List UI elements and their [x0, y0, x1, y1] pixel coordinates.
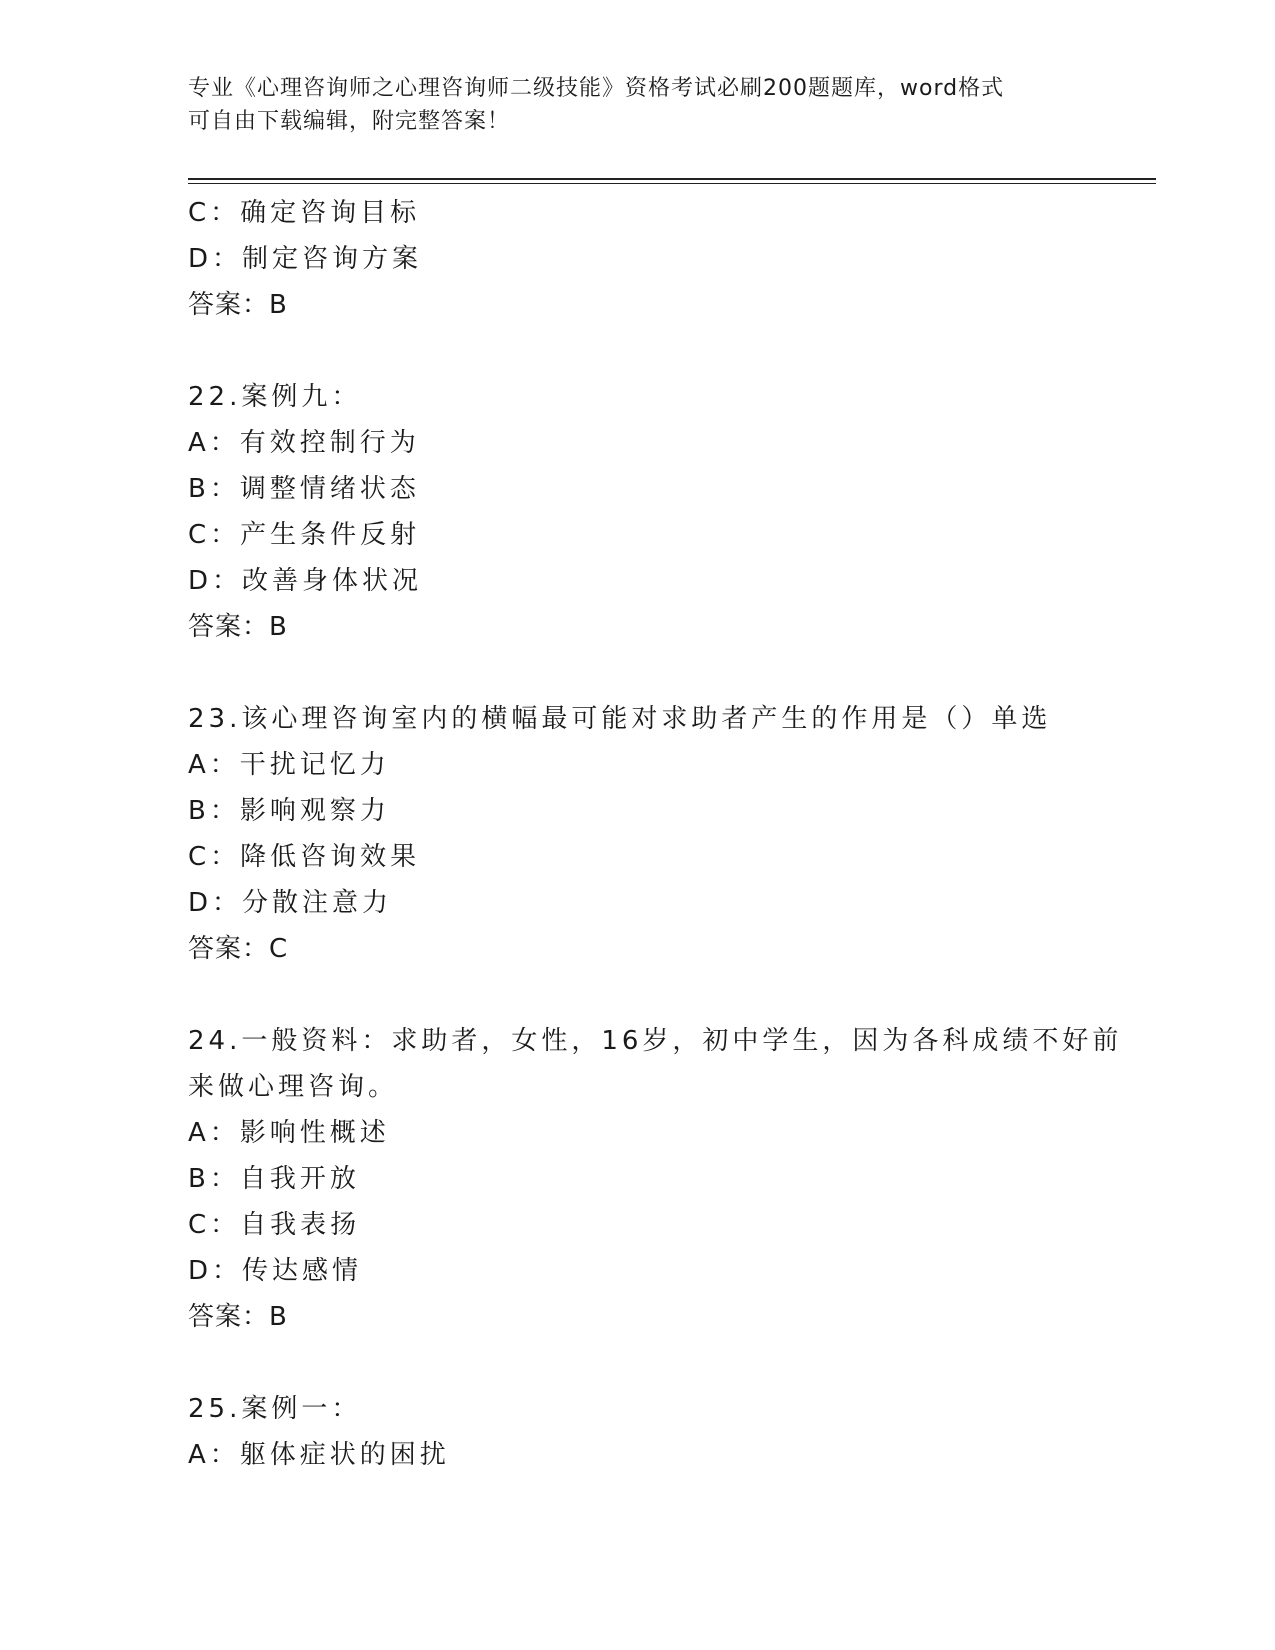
header-rule-thick [188, 178, 1156, 180]
spacer [188, 972, 1156, 1018]
option-c: C：产生条件反射 [188, 520, 421, 550]
spacer [188, 1340, 1156, 1386]
answer-line: 答案：B [188, 1302, 288, 1332]
question-text: 23.该心理咨询室内的横幅最可能对求助者产生的作用是（）单选 [188, 704, 1052, 734]
option-b: B：调整情绪状态 [188, 474, 420, 504]
question-23 [188, 696, 1156, 972]
question-22 [188, 374, 1156, 650]
option-d: D：制定咨询方案 [188, 244, 423, 274]
header-line-1: 专业《心理咨询师之心理咨询师二级技能》资格考试必刷200题题库，word格式 [188, 76, 1005, 101]
option-c: C：确定咨询目标 [188, 198, 421, 228]
option-a: A：有效控制行为 [188, 428, 420, 458]
question-text-line-1: 24.一般资料：求助者，女性，16岁，初中学生，因为各科成绩不好前 [188, 1026, 1123, 1056]
option-a: A：干扰记忆力 [188, 750, 390, 780]
question-text: 25.案例一： [188, 1394, 362, 1424]
continued-question [188, 190, 1156, 328]
document-header [188, 72, 1088, 138]
question-25 [188, 1386, 1156, 1478]
option-a: A：躯体症状的困扰 [188, 1440, 450, 1470]
option-c: C：降低咨询效果 [188, 842, 421, 872]
option-b: B：影响观察力 [188, 796, 390, 826]
question-text-line-2: 来做心理咨询。 [188, 1072, 399, 1102]
option-a: A：影响性概述 [188, 1118, 390, 1148]
option-b: B：自我开放 [188, 1164, 360, 1194]
option-d: D：分散注意力 [188, 888, 393, 918]
option-d: D：改善身体状况 [188, 566, 423, 596]
spacer [188, 328, 1156, 374]
answer-line: 答案：C [188, 934, 289, 964]
spacer [188, 650, 1156, 696]
header-line-2: 可自由下载编辑，附完整答案！ [188, 109, 511, 134]
header-rule-thin [188, 183, 1156, 184]
option-c: C：自我表扬 [188, 1210, 361, 1240]
option-d: D：传达感情 [188, 1256, 363, 1286]
question-text: 22.案例九： [188, 382, 362, 412]
question-24 [188, 1018, 1156, 1340]
answer-line: 答案：B [188, 612, 288, 642]
answer-line: 答案：B [188, 290, 288, 320]
question-list [188, 190, 1156, 1478]
